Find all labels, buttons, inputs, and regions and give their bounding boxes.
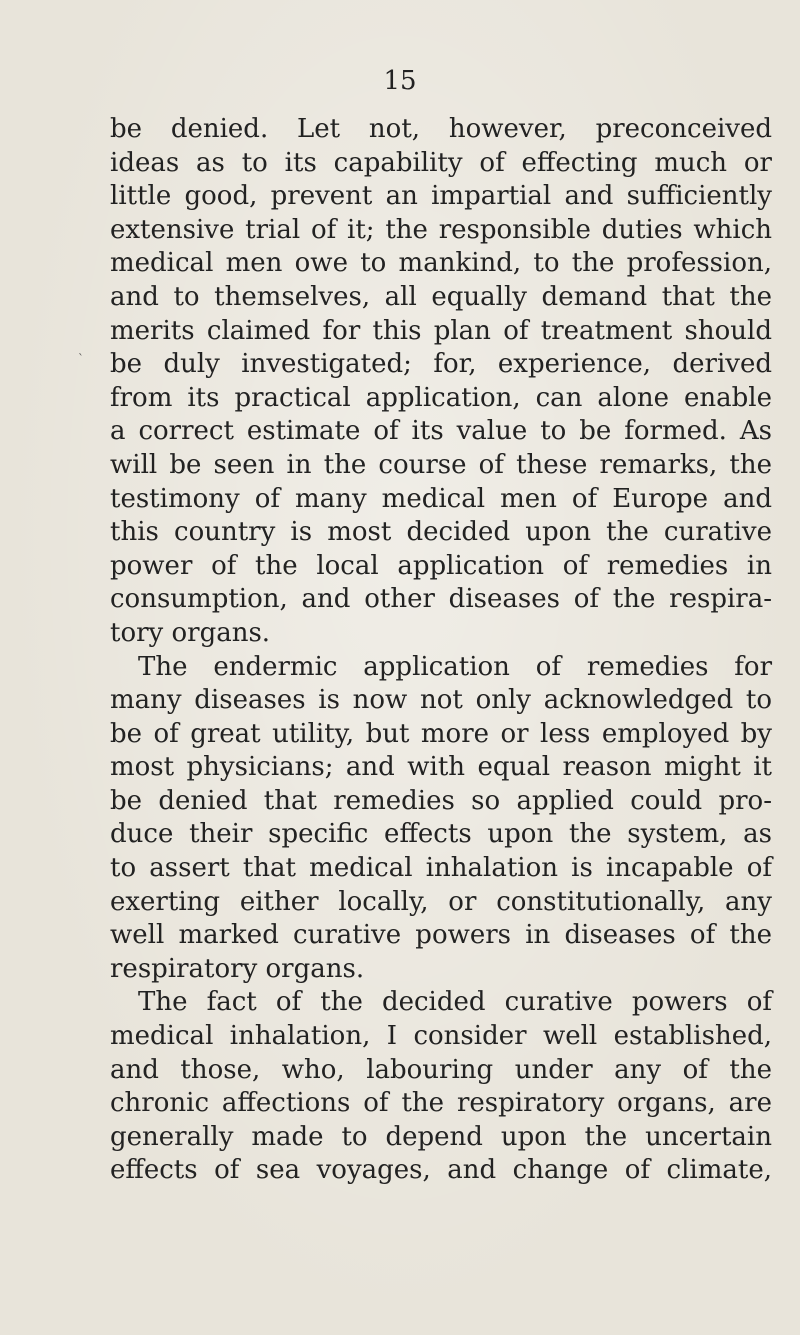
margin-mark: ˋ	[78, 352, 84, 366]
text-line: medical inhalation, I consider well established,	[110, 1021, 772, 1052]
text-line: respiratory organs.	[110, 953, 365, 984]
text-line: many diseases is now not only acknowledged to	[110, 685, 772, 716]
text-line: this country is most decided upon the curative	[110, 517, 772, 548]
text-line: extensive trial of it; the responsible duties which	[110, 214, 772, 245]
text-line: exerting either locally, or constitutionally, any	[110, 886, 772, 917]
text-line: be denied. Let not, however, preconceived	[110, 114, 772, 144]
text-line: a correct estimate of its value to be formed. As	[110, 416, 772, 447]
text-line: consumption, and other diseases of the respira-	[110, 584, 772, 615]
text-line: and those, who, labouring under any of the	[110, 1054, 772, 1085]
text-line: most physicians; and with equal reason might it	[110, 752, 772, 783]
text-line: be duly investigated; for, experience, derived	[110, 349, 772, 380]
text-line: well marked curative powers in diseases of the	[110, 920, 772, 951]
text-line: The fact of the decided curative powers of	[138, 987, 772, 1018]
text-line: to assert that medical inhalation is incapable of	[110, 853, 772, 884]
text-line: The endermic application of remedies for	[138, 651, 772, 682]
text-line: duce their specific effects upon the system, as	[110, 819, 772, 850]
text-line: tory organs.	[110, 617, 271, 648]
text-line: and to themselves, all equally demand that the	[110, 281, 772, 312]
text-line: be denied that remedies so applied could pro-	[110, 785, 772, 816]
text-line: testimony of many medical men of Europe and	[110, 483, 772, 514]
text-line: power of the local application of remedies in	[110, 550, 772, 581]
body-text	[110, 113, 772, 1188]
text-line: ideas as to its capability of effecting much or	[110, 147, 772, 178]
text-line: effects of sea voyages, and change of climate,	[110, 1155, 772, 1186]
page-number: 15	[383, 66, 417, 96]
text-line: medical men owe to mankind, to the profession,	[110, 248, 772, 279]
text-line: merits claimed for this plan of treatment should	[110, 315, 772, 346]
text-line: generally made to depend upon the uncertain	[110, 1121, 772, 1152]
text-line: will be seen in the course of these remarks, the	[110, 449, 772, 480]
text-line: little good, prevent an impartial and sufficiently	[110, 181, 772, 212]
text-line: chronic affections of the respiratory organs, are	[110, 1088, 772, 1119]
text-line: be of great utility, but more or less employed by	[110, 718, 772, 749]
text-line: from its practical application, can alone enable	[110, 382, 772, 413]
